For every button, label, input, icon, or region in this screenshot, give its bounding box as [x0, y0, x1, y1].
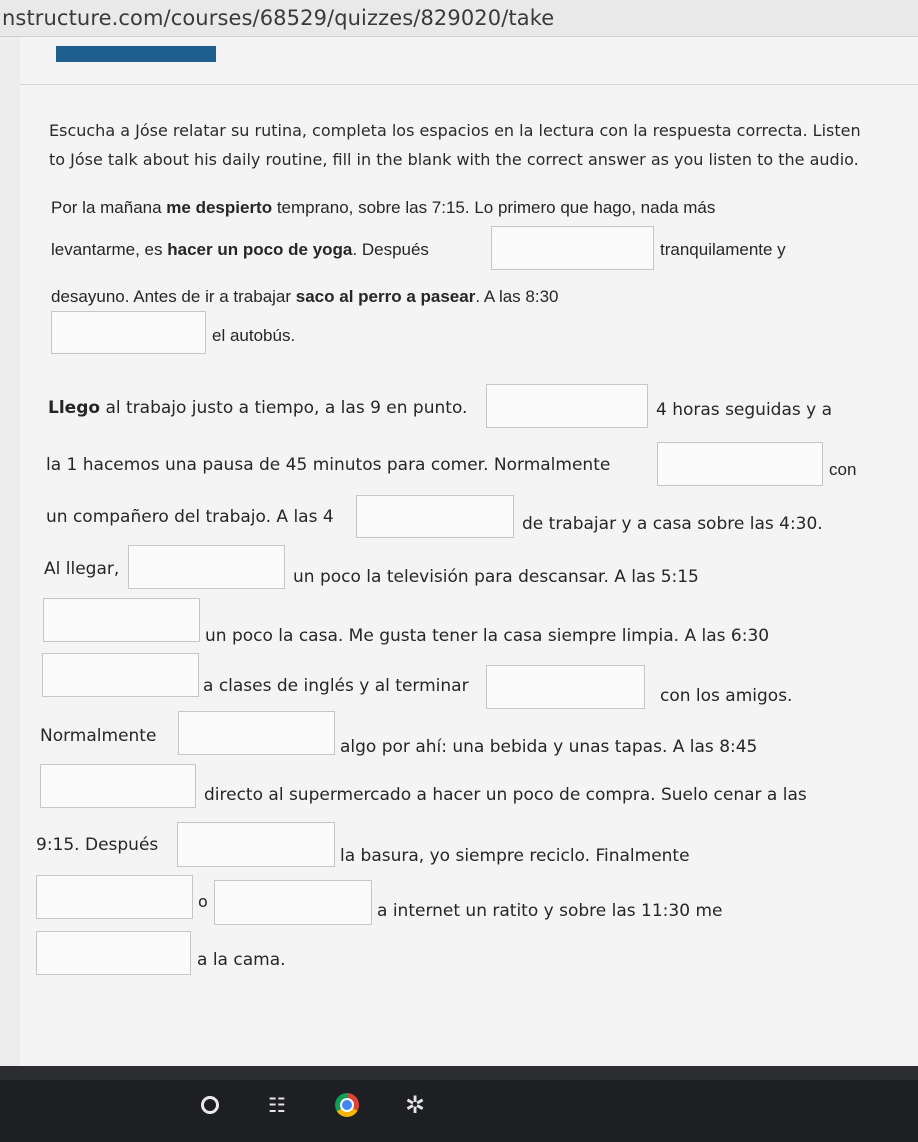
- p2-line-7: Normalmente: [40, 726, 157, 746]
- text-segment-bold: me despierto: [166, 198, 273, 217]
- p2-or: o: [198, 892, 208, 911]
- circle-icon[interactable]: [197, 1092, 223, 1118]
- blank-input-4[interactable]: [657, 442, 823, 486]
- blank-input-11[interactable]: [40, 764, 196, 808]
- text-segment-bold: Llego: [48, 398, 101, 418]
- circle-ring: [201, 1096, 219, 1114]
- blank-input-6[interactable]: [128, 545, 285, 589]
- text-segment-bold: saco al perro a pasear: [295, 287, 476, 306]
- blank-input-3[interactable]: [486, 384, 648, 428]
- p2-line-2: la 1 hacemos una pausa de 45 minutos para comer. Normalmente: [46, 455, 611, 475]
- p1-line-4: el autobús.: [212, 326, 296, 345]
- p2-line-1: [48, 398, 467, 418]
- text-segment: temprano, sobre las 7:15. Lo primero que hago, nada más: [272, 198, 716, 217]
- blank-input-8[interactable]: [42, 653, 199, 697]
- p2-line-11: a la cama.: [197, 950, 286, 970]
- p2-line-6: a clases de inglés y al terminar: [203, 676, 469, 696]
- chrome-icon[interactable]: [334, 1092, 360, 1118]
- url-text[interactable]: nstructure.com/courses/68529/quizzes/829020/take: [2, 6, 555, 30]
- blank-input-10[interactable]: [178, 711, 335, 755]
- blank-input-15[interactable]: [36, 931, 191, 975]
- blank-input-12[interactable]: [177, 822, 335, 867]
- text-segment: levantarme, es: [51, 240, 168, 259]
- text-segment: Por la mañana: [51, 198, 167, 217]
- p2-line-1-end: 4 horas seguidas y a: [656, 400, 833, 420]
- list-icon[interactable]: ☷: [268, 1094, 286, 1117]
- p2-line-2-end: con: [829, 460, 857, 479]
- p2-line-8: directo al supermercado a hacer un poco de compra. Suelo cenar a las: [204, 785, 807, 805]
- text-segment-bold: hacer un poco de yoga: [167, 240, 353, 259]
- p1-line-3: [51, 287, 559, 307]
- header-color-bar: [56, 46, 216, 62]
- p2-line-3: un compañero del trabajo. A las 4: [46, 507, 334, 527]
- p1-line-2: [51, 240, 429, 260]
- blank-input-14[interactable]: [214, 880, 372, 925]
- p2-line-6-end: con los amigos.: [660, 686, 793, 706]
- p2-line-5: un poco la casa. Me gusta tener la casa siempre limpia. A las 6:30: [205, 626, 770, 646]
- chrome-logo-center: [340, 1098, 354, 1112]
- instructions-line-1: Escucha a Jóse relatar su rutina, completa los espacios en la lectura con la respuesta correcta. Listen: [49, 121, 861, 140]
- blank-input-1[interactable]: [491, 226, 654, 270]
- instructions-line-2: to Jóse talk about his daily routine, fill in the blank with the correct answer as you listen to the audio.: [49, 150, 859, 169]
- text-segment: al trabajo justo a tiempo, a las 9 en punto.: [100, 398, 468, 418]
- chrome-logo: [335, 1093, 359, 1117]
- blank-input-5[interactable]: [356, 495, 514, 538]
- blank-input-13[interactable]: [36, 875, 193, 919]
- p1-line-2-end: tranquilamente y: [660, 240, 786, 259]
- header-divider: [20, 84, 918, 85]
- settings-gear-icon[interactable]: ✲: [404, 1091, 426, 1119]
- p2-line-9-end: la basura, yo siempre reciclo. Finalmente: [340, 846, 690, 866]
- text-segment: desayuno. Antes de ir a trabajar: [51, 287, 296, 306]
- p2-line-4-end: un poco la televisión para descansar. A las 5:15: [293, 567, 699, 587]
- p2-line-10-end: a internet un ratito y sobre las 11:30 me: [377, 901, 723, 921]
- p2-line-3-end: de trabajar y a casa sobre las 4:30.: [522, 514, 823, 534]
- text-segment: . A las 8:30: [475, 287, 559, 306]
- p1-line-1: [51, 198, 715, 218]
- taskbar-shelf: [0, 1066, 918, 1080]
- blank-input-2[interactable]: [51, 311, 206, 354]
- p2-line-9: 9:15. Después: [36, 835, 159, 855]
- blank-input-7[interactable]: [43, 598, 200, 642]
- text-segment: . Después: [352, 240, 429, 259]
- address-bar[interactable]: [0, 0, 918, 37]
- blank-input-9[interactable]: [486, 665, 645, 709]
- p2-line-7-end: algo por ahí: una bebida y unas tapas. A las 8:45: [340, 737, 758, 757]
- p2-line-4: Al llegar,: [44, 559, 120, 579]
